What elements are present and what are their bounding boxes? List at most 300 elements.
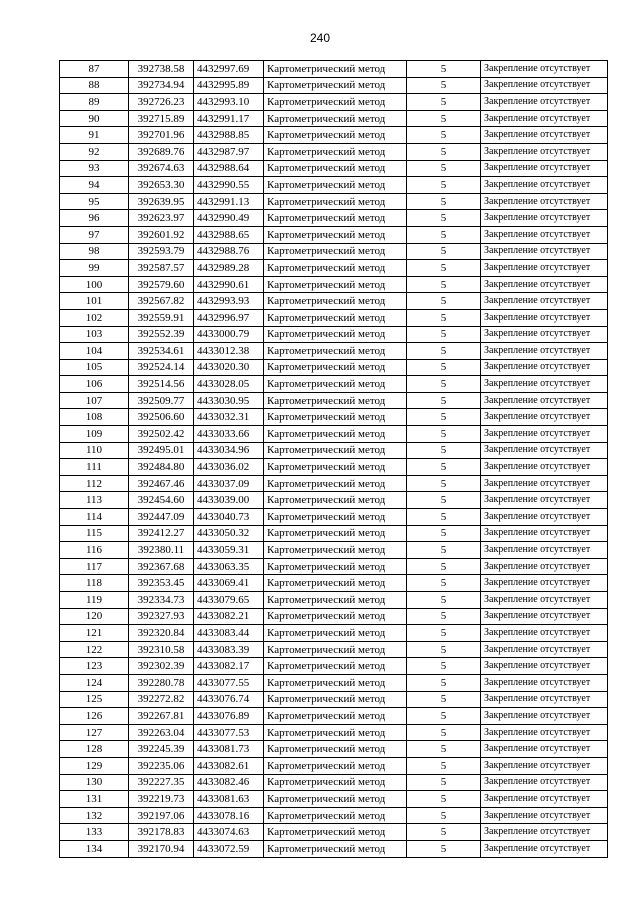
x-coordinate-cell: 392380.11 <box>129 542 194 559</box>
x-coordinate-cell: 392502.42 <box>129 426 194 443</box>
point-number-cell: 115 <box>60 525 129 542</box>
point-number-cell: 92 <box>60 143 129 160</box>
point-number-cell: 130 <box>60 774 129 791</box>
fixation-cell: Закрепление отсутствует <box>481 592 608 609</box>
method-cell: Картометрический метод <box>264 260 407 277</box>
x-coordinate-cell: 392484.80 <box>129 459 194 476</box>
method-cell: Картометрический метод <box>264 243 407 260</box>
table-row <box>60 492 608 509</box>
y-coordinate-cell: 4433012.38 <box>194 343 264 360</box>
method-cell: Картометрический метод <box>264 359 407 376</box>
table-row <box>60 840 608 857</box>
method-cell: Картометрический метод <box>264 110 407 127</box>
fixation-cell: Закрепление отсутствует <box>481 757 608 774</box>
table-row <box>60 143 608 160</box>
table-row <box>60 741 608 758</box>
x-coordinate-cell: 392178.83 <box>129 824 194 841</box>
table-row <box>60 61 608 78</box>
y-coordinate-cell: 4433028.05 <box>194 376 264 393</box>
method-cell: Картометрический метод <box>264 525 407 542</box>
fixation-cell: Закрепление отсутствует <box>481 807 608 824</box>
error-cell: 5 <box>407 243 481 260</box>
y-coordinate-cell: 4433079.65 <box>194 592 264 609</box>
error-cell: 5 <box>407 724 481 741</box>
point-number-cell: 114 <box>60 509 129 526</box>
error-cell: 5 <box>407 210 481 227</box>
fixation-cell: Закрепление отсутствует <box>481 143 608 160</box>
table-row <box>60 193 608 210</box>
table-row <box>60 724 608 741</box>
table-row <box>60 260 608 277</box>
method-cell: Картометрический метод <box>264 492 407 509</box>
method-cell: Картометрический метод <box>264 226 407 243</box>
method-cell: Картометрический метод <box>264 293 407 310</box>
fixation-cell: Закрепление отсутствует <box>481 724 608 741</box>
x-coordinate-cell: 392506.60 <box>129 409 194 426</box>
y-coordinate-cell: 4432987.97 <box>194 143 264 160</box>
x-coordinate-cell: 392327.93 <box>129 608 194 625</box>
y-coordinate-cell: 4433037.09 <box>194 475 264 492</box>
point-number-cell: 91 <box>60 127 129 144</box>
x-coordinate-cell: 392552.39 <box>129 326 194 343</box>
x-coordinate-cell: 392715.89 <box>129 110 194 127</box>
method-cell: Картометрический метод <box>264 160 407 177</box>
point-number-cell: 132 <box>60 807 129 824</box>
table-row <box>60 160 608 177</box>
y-coordinate-cell: 4432991.13 <box>194 193 264 210</box>
fixation-cell: Закрепление отсутствует <box>481 260 608 277</box>
method-cell: Картометрический метод <box>264 509 407 526</box>
x-coordinate-cell: 392689.76 <box>129 143 194 160</box>
y-coordinate-cell: 4433082.61 <box>194 757 264 774</box>
fixation-cell: Закрепление отсутствует <box>481 459 608 476</box>
point-number-cell: 110 <box>60 442 129 459</box>
error-cell: 5 <box>407 276 481 293</box>
table-row <box>60 359 608 376</box>
point-number-cell: 127 <box>60 724 129 741</box>
fixation-cell: Закрепление отсутствует <box>481 61 608 78</box>
error-cell: 5 <box>407 409 481 426</box>
error-cell: 5 <box>407 309 481 326</box>
error-cell: 5 <box>407 741 481 758</box>
point-number-cell: 123 <box>60 658 129 675</box>
fixation-cell: Закрепление отсутствует <box>481 326 608 343</box>
x-coordinate-cell: 392738.58 <box>129 61 194 78</box>
error-cell: 5 <box>407 110 481 127</box>
y-coordinate-cell: 4433081.63 <box>194 791 264 808</box>
x-coordinate-cell: 392454.60 <box>129 492 194 509</box>
y-coordinate-cell: 4433082.17 <box>194 658 264 675</box>
y-coordinate-cell: 4432990.55 <box>194 177 264 194</box>
method-cell: Картометрический метод <box>264 326 407 343</box>
method-cell: Картометрический метод <box>264 442 407 459</box>
table-row <box>60 376 608 393</box>
table-row <box>60 343 608 360</box>
x-coordinate-cell: 392227.35 <box>129 774 194 791</box>
error-cell: 5 <box>407 293 481 310</box>
table-row <box>60 293 608 310</box>
table-row <box>60 691 608 708</box>
x-coordinate-cell: 392245.39 <box>129 741 194 758</box>
point-number-cell: 101 <box>60 293 129 310</box>
y-coordinate-cell: 4433077.53 <box>194 724 264 741</box>
table-row <box>60 575 608 592</box>
table-row <box>60 592 608 609</box>
fixation-cell: Закрепление отсутствует <box>481 293 608 310</box>
x-coordinate-cell: 392367.68 <box>129 558 194 575</box>
x-coordinate-cell: 392509.77 <box>129 392 194 409</box>
x-coordinate-cell: 392280.78 <box>129 674 194 691</box>
x-coordinate-cell: 392579.60 <box>129 276 194 293</box>
point-number-cell: 105 <box>60 359 129 376</box>
method-cell: Картометрический метод <box>264 724 407 741</box>
point-number-cell: 134 <box>60 840 129 857</box>
x-coordinate-cell: 392567.82 <box>129 293 194 310</box>
method-cell: Картометрический метод <box>264 625 407 642</box>
fixation-cell: Закрепление отсутствует <box>481 193 608 210</box>
error-cell: 5 <box>407 177 481 194</box>
fixation-cell: Закрепление отсутствует <box>481 210 608 227</box>
error-cell: 5 <box>407 708 481 725</box>
point-number-cell: 87 <box>60 61 129 78</box>
method-cell: Картометрический метод <box>264 824 407 841</box>
table-row <box>60 110 608 127</box>
fixation-cell: Закрепление отсутствует <box>481 276 608 293</box>
error-cell: 5 <box>407 326 481 343</box>
point-number-cell: 109 <box>60 426 129 443</box>
fixation-cell: Закрепление отсутствует <box>481 791 608 808</box>
x-coordinate-cell: 392170.94 <box>129 840 194 857</box>
y-coordinate-cell: 4433076.74 <box>194 691 264 708</box>
error-cell: 5 <box>407 359 481 376</box>
method-cell: Картометрический метод <box>264 392 407 409</box>
table-row <box>60 608 608 625</box>
method-cell: Картометрический метод <box>264 94 407 111</box>
fixation-cell: Закрепление отсутствует <box>481 525 608 542</box>
x-coordinate-cell: 392534.61 <box>129 343 194 360</box>
method-cell: Картометрический метод <box>264 608 407 625</box>
coordinates-table <box>59 60 608 858</box>
error-cell: 5 <box>407 691 481 708</box>
y-coordinate-cell: 4433030.95 <box>194 392 264 409</box>
table-row <box>60 558 608 575</box>
fixation-cell: Закрепление отсутствует <box>481 392 608 409</box>
point-number-cell: 93 <box>60 160 129 177</box>
fixation-cell: Закрепление отсутствует <box>481 608 608 625</box>
y-coordinate-cell: 4432997.69 <box>194 61 264 78</box>
y-coordinate-cell: 4433034.96 <box>194 442 264 459</box>
fixation-cell: Закрепление отсутствует <box>481 359 608 376</box>
table-row <box>60 94 608 111</box>
table-row <box>60 127 608 144</box>
point-number-cell: 124 <box>60 674 129 691</box>
table-row <box>60 774 608 791</box>
point-number-cell: 94 <box>60 177 129 194</box>
fixation-cell: Закрепление отсутствует <box>481 542 608 559</box>
error-cell: 5 <box>407 840 481 857</box>
x-coordinate-cell: 392524.14 <box>129 359 194 376</box>
error-cell: 5 <box>407 807 481 824</box>
method-cell: Картометрический метод <box>264 210 407 227</box>
method-cell: Картометрический метод <box>264 542 407 559</box>
y-coordinate-cell: 4433083.44 <box>194 625 264 642</box>
point-number-cell: 103 <box>60 326 129 343</box>
x-coordinate-cell: 392674.63 <box>129 160 194 177</box>
fixation-cell: Закрепление отсутствует <box>481 674 608 691</box>
method-cell: Картометрический метод <box>264 575 407 592</box>
fixation-cell: Закрепление отсутствует <box>481 110 608 127</box>
fixation-cell: Закрепление отсутствует <box>481 475 608 492</box>
fixation-cell: Закрепление отсутствует <box>481 509 608 526</box>
error-cell: 5 <box>407 658 481 675</box>
x-coordinate-cell: 392235.06 <box>129 757 194 774</box>
y-coordinate-cell: 4432991.17 <box>194 110 264 127</box>
method-cell: Картометрический метод <box>264 475 407 492</box>
x-coordinate-cell: 392559.91 <box>129 309 194 326</box>
table-row <box>60 426 608 443</box>
y-coordinate-cell: 4433069.41 <box>194 575 264 592</box>
point-number-cell: 133 <box>60 824 129 841</box>
point-number-cell: 89 <box>60 94 129 111</box>
point-number-cell: 121 <box>60 625 129 642</box>
x-coordinate-cell: 392310.58 <box>129 641 194 658</box>
x-coordinate-cell: 392623.97 <box>129 210 194 227</box>
method-cell: Картометрический метод <box>264 741 407 758</box>
y-coordinate-cell: 4432988.65 <box>194 226 264 243</box>
point-number-cell: 116 <box>60 542 129 559</box>
y-coordinate-cell: 4432993.10 <box>194 94 264 111</box>
error-cell: 5 <box>407 592 481 609</box>
fixation-cell: Закрепление отсутствует <box>481 309 608 326</box>
y-coordinate-cell: 4432988.85 <box>194 127 264 144</box>
x-coordinate-cell: 392334.73 <box>129 592 194 609</box>
y-coordinate-cell: 4433036.02 <box>194 459 264 476</box>
fixation-cell: Закрепление отсутствует <box>481 160 608 177</box>
table-row <box>60 177 608 194</box>
table-row <box>60 475 608 492</box>
y-coordinate-cell: 4433032.31 <box>194 409 264 426</box>
point-number-cell: 107 <box>60 392 129 409</box>
x-coordinate-cell: 392587.57 <box>129 260 194 277</box>
y-coordinate-cell: 4433083.39 <box>194 641 264 658</box>
point-number-cell: 119 <box>60 592 129 609</box>
point-number-cell: 100 <box>60 276 129 293</box>
table-row <box>60 459 608 476</box>
table-row <box>60 326 608 343</box>
y-coordinate-cell: 4433000.79 <box>194 326 264 343</box>
table-row <box>60 210 608 227</box>
error-cell: 5 <box>407 558 481 575</box>
y-coordinate-cell: 4432993.93 <box>194 293 264 310</box>
x-coordinate-cell: 392412.27 <box>129 525 194 542</box>
table-row <box>60 625 608 642</box>
point-number-cell: 106 <box>60 376 129 393</box>
error-cell: 5 <box>407 674 481 691</box>
error-cell: 5 <box>407 160 481 177</box>
y-coordinate-cell: 4433059.31 <box>194 542 264 559</box>
fixation-cell: Закрепление отсутствует <box>481 492 608 509</box>
x-coordinate-cell: 392514.56 <box>129 376 194 393</box>
table-row <box>60 807 608 824</box>
point-number-cell: 98 <box>60 243 129 260</box>
error-cell: 5 <box>407 575 481 592</box>
table-row <box>60 708 608 725</box>
error-cell: 5 <box>407 625 481 642</box>
table-row <box>60 442 608 459</box>
y-coordinate-cell: 4433063.35 <box>194 558 264 575</box>
y-coordinate-cell: 4432990.49 <box>194 210 264 227</box>
error-cell: 5 <box>407 392 481 409</box>
method-cell: Картометрический метод <box>264 193 407 210</box>
method-cell: Картометрический метод <box>264 674 407 691</box>
table-row <box>60 226 608 243</box>
x-coordinate-cell: 392653.30 <box>129 177 194 194</box>
fixation-cell: Закрепление отсутствует <box>481 376 608 393</box>
table-row <box>60 674 608 691</box>
page-number: 240 <box>309 31 331 45</box>
method-cell: Картометрический метод <box>264 708 407 725</box>
y-coordinate-cell: 4433082.21 <box>194 608 264 625</box>
error-cell: 5 <box>407 791 481 808</box>
y-coordinate-cell: 4433078.16 <box>194 807 264 824</box>
fixation-cell: Закрепление отсутствует <box>481 226 608 243</box>
method-cell: Картометрический метод <box>264 343 407 360</box>
x-coordinate-cell: 392495.01 <box>129 442 194 459</box>
error-cell: 5 <box>407 757 481 774</box>
y-coordinate-cell: 4433076.89 <box>194 708 264 725</box>
fixation-cell: Закрепление отсутствует <box>481 243 608 260</box>
fixation-cell: Закрепление отсутствует <box>481 641 608 658</box>
table-row <box>60 791 608 808</box>
y-coordinate-cell: 4432988.76 <box>194 243 264 260</box>
fixation-cell: Закрепление отсутствует <box>481 824 608 841</box>
fixation-cell: Закрепление отсутствует <box>481 691 608 708</box>
y-coordinate-cell: 4433072.59 <box>194 840 264 857</box>
method-cell: Картометрический метод <box>264 459 407 476</box>
table-row <box>60 392 608 409</box>
method-cell: Картометрический метод <box>264 77 407 94</box>
fixation-cell: Закрепление отсутствует <box>481 658 608 675</box>
x-coordinate-cell: 392267.81 <box>129 708 194 725</box>
x-coordinate-cell: 392467.46 <box>129 475 194 492</box>
table-row <box>60 658 608 675</box>
point-number-cell: 125 <box>60 691 129 708</box>
x-coordinate-cell: 392639.95 <box>129 193 194 210</box>
point-number-cell: 113 <box>60 492 129 509</box>
method-cell: Картометрический метод <box>264 840 407 857</box>
point-number-cell: 90 <box>60 110 129 127</box>
method-cell: Картометрический метод <box>264 177 407 194</box>
point-number-cell: 88 <box>60 77 129 94</box>
error-cell: 5 <box>407 475 481 492</box>
method-cell: Картометрический метод <box>264 592 407 609</box>
point-number-cell: 128 <box>60 741 129 758</box>
error-cell: 5 <box>407 492 481 509</box>
method-cell: Картометрический метод <box>264 143 407 160</box>
y-coordinate-cell: 4433039.00 <box>194 492 264 509</box>
table-row <box>60 409 608 426</box>
x-coordinate-cell: 392263.04 <box>129 724 194 741</box>
fixation-cell: Закрепление отсутствует <box>481 409 608 426</box>
method-cell: Картометрический метод <box>264 309 407 326</box>
point-number-cell: 96 <box>60 210 129 227</box>
point-number-cell: 104 <box>60 343 129 360</box>
error-cell: 5 <box>407 824 481 841</box>
x-coordinate-cell: 392219.73 <box>129 791 194 808</box>
point-number-cell: 111 <box>60 459 129 476</box>
point-number-cell: 126 <box>60 708 129 725</box>
point-number-cell: 108 <box>60 409 129 426</box>
error-cell: 5 <box>407 641 481 658</box>
table-row <box>60 542 608 559</box>
error-cell: 5 <box>407 77 481 94</box>
error-cell: 5 <box>407 143 481 160</box>
point-number-cell: 122 <box>60 641 129 658</box>
table-row <box>60 243 608 260</box>
table-row <box>60 309 608 326</box>
y-coordinate-cell: 4432988.64 <box>194 160 264 177</box>
method-cell: Картометрический метод <box>264 658 407 675</box>
method-cell: Картометрический метод <box>264 61 407 78</box>
y-coordinate-cell: 4433082.46 <box>194 774 264 791</box>
error-cell: 5 <box>407 61 481 78</box>
fixation-cell: Закрепление отсутствует <box>481 774 608 791</box>
point-number-cell: 129 <box>60 757 129 774</box>
fixation-cell: Закрепление отсутствует <box>481 77 608 94</box>
y-coordinate-cell: 4432990.61 <box>194 276 264 293</box>
x-coordinate-cell: 392320.84 <box>129 625 194 642</box>
coordinates-table-body <box>60 61 608 858</box>
y-coordinate-cell: 4433074.63 <box>194 824 264 841</box>
error-cell: 5 <box>407 525 481 542</box>
method-cell: Картометрический метод <box>264 376 407 393</box>
x-coordinate-cell: 392726.23 <box>129 94 194 111</box>
method-cell: Картометрический метод <box>264 807 407 824</box>
error-cell: 5 <box>407 343 481 360</box>
x-coordinate-cell: 392447.09 <box>129 509 194 526</box>
point-number-cell: 118 <box>60 575 129 592</box>
method-cell: Картометрический метод <box>264 276 407 293</box>
method-cell: Картометрический метод <box>264 558 407 575</box>
point-number-cell: 117 <box>60 558 129 575</box>
method-cell: Картометрический метод <box>264 641 407 658</box>
fixation-cell: Закрепление отсутствует <box>481 575 608 592</box>
error-cell: 5 <box>407 509 481 526</box>
error-cell: 5 <box>407 260 481 277</box>
point-number-cell: 95 <box>60 193 129 210</box>
point-number-cell: 97 <box>60 226 129 243</box>
x-coordinate-cell: 392353.45 <box>129 575 194 592</box>
y-coordinate-cell: 4433033.66 <box>194 426 264 443</box>
point-number-cell: 102 <box>60 309 129 326</box>
x-coordinate-cell: 392197.06 <box>129 807 194 824</box>
x-coordinate-cell: 392272.82 <box>129 691 194 708</box>
method-cell: Картометрический метод <box>264 774 407 791</box>
fixation-cell: Закрепление отсутствует <box>481 177 608 194</box>
error-cell: 5 <box>407 193 481 210</box>
error-cell: 5 <box>407 376 481 393</box>
point-number-cell: 131 <box>60 791 129 808</box>
fixation-cell: Закрепление отсутствует <box>481 426 608 443</box>
y-coordinate-cell: 4433050.32 <box>194 525 264 542</box>
table-row <box>60 757 608 774</box>
y-coordinate-cell: 4433081.73 <box>194 741 264 758</box>
error-cell: 5 <box>407 608 481 625</box>
x-coordinate-cell: 392734.94 <box>129 77 194 94</box>
error-cell: 5 <box>407 459 481 476</box>
fixation-cell: Закрепление отсутствует <box>481 625 608 642</box>
x-coordinate-cell: 392593.79 <box>129 243 194 260</box>
